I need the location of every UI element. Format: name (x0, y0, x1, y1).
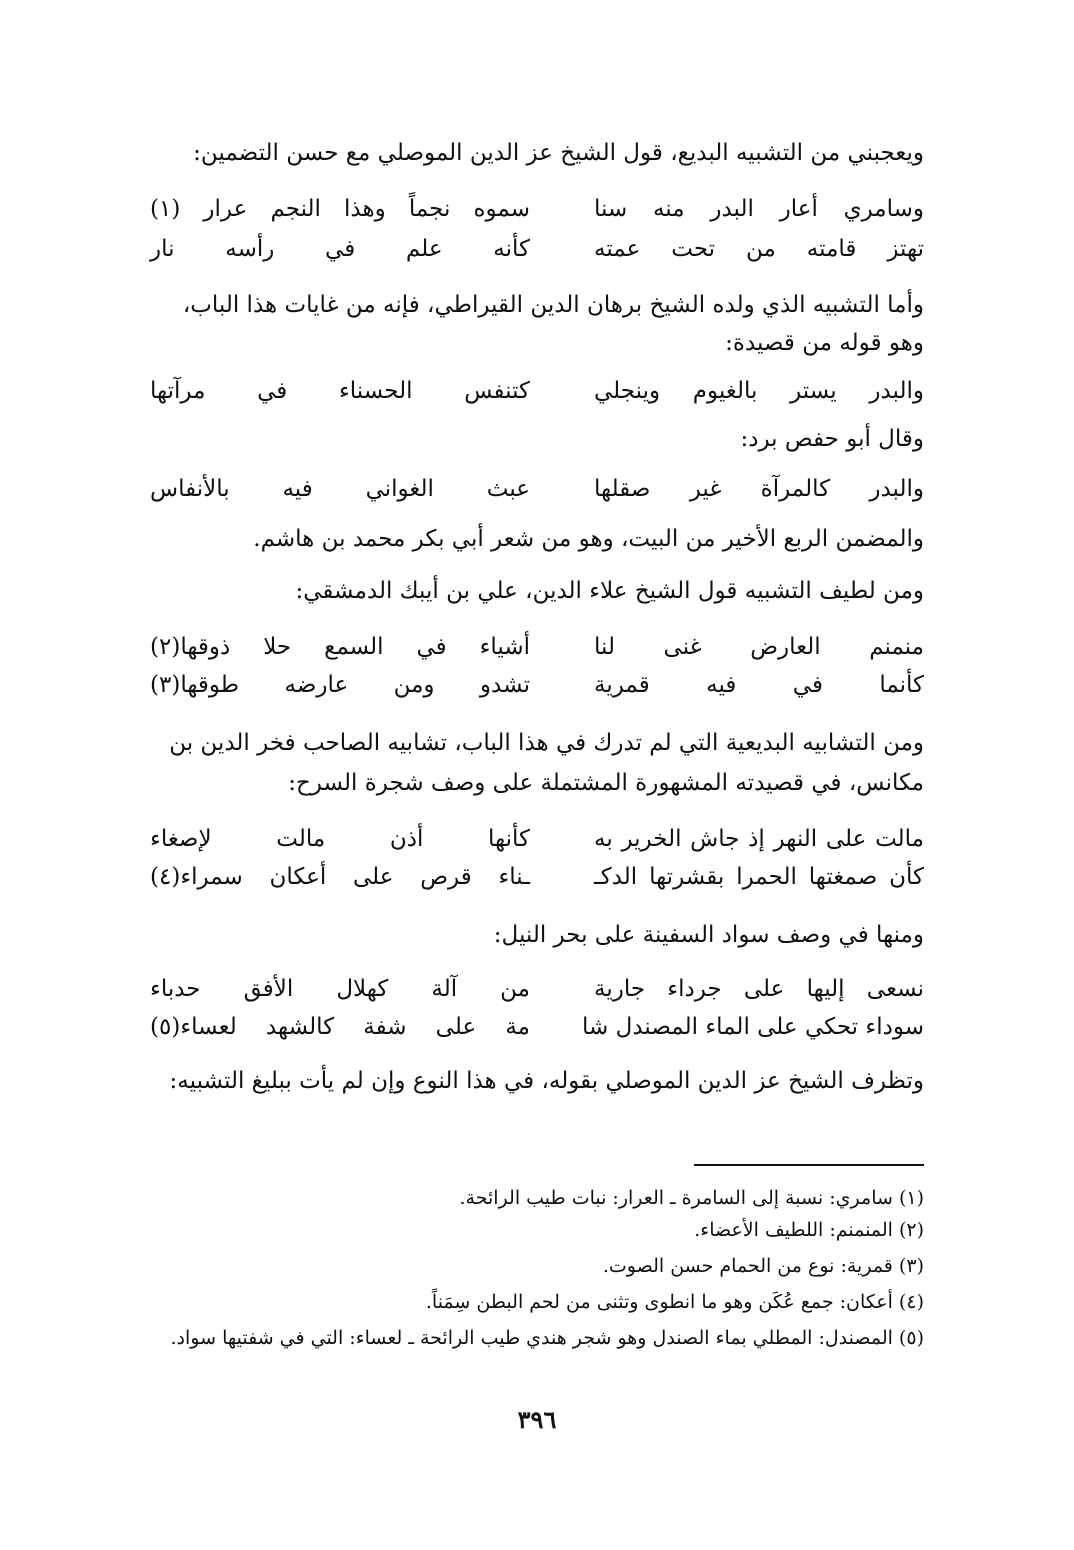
verse-second-hemistich: مة على شفة كالشهد لعساء(٥) (150, 1014, 530, 1040)
verse-first-hemistich: مالت على النهر إذ جاش الخرير به (594, 826, 924, 852)
verse-second-hemistich: سموه نجماً وهذا النجم عرار (١) (150, 196, 530, 222)
verse (150, 972, 924, 1006)
verse (150, 1010, 924, 1044)
prose-line: ويعجبني من التشبيه البديع، قول الشيخ عز الدين الموصلي مع حسن التضمين: (193, 140, 924, 166)
verse (150, 630, 924, 664)
prose-line: ومنها في وصف سواد السفينة على بحر النيل: (493, 922, 924, 948)
verse-second-hemistich: عبث الغواني فيه بالأنفاس (150, 476, 530, 502)
verse (150, 472, 924, 506)
prose-line: وهو قوله من قصيدة: (725, 330, 924, 356)
prose-line: وقال أبو حفص برد: (740, 426, 924, 452)
prose-line: ومن لطيف التشبيه قول الشيخ علاء الدين، علي بن أيبك الدمشقي: (295, 578, 924, 604)
verse-second-hemistich: أشياء في السمع حلا ذوقها(٢) (150, 634, 530, 660)
verse-first-hemistich: منمنم العارض غنى لنا (594, 634, 924, 660)
verse (150, 192, 924, 226)
prose-line: مكانس، في قصيدته المشهورة المشتملة على وصف شجرة السرح: (288, 770, 924, 796)
verse-first-hemistich: وسامري أعار البدر منه سنا (594, 196, 924, 222)
verse-first-hemistich: تهتز قامته من تحت عمته (594, 236, 924, 262)
verse-first-hemistich: والبدر كالمرآة غير صقلها (594, 476, 924, 502)
page-number: ٣٩٦ (517, 1405, 557, 1434)
verse (150, 860, 924, 894)
verse-second-hemistich: من آلة كهلال الأفق حدباء (150, 976, 530, 1002)
verse-second-hemistich: تشدو ومن عارضه طوقها(٣) (150, 672, 530, 698)
verse-first-hemistich: نسعى إليها على جرداء جارية (594, 976, 924, 1002)
verse-second-hemistich: كتنفس الحسناء في مرآتها (150, 378, 530, 404)
footnote: (٢) المنمنم: اللطيف الأعضاء. (694, 1219, 924, 1241)
footnote: (٥) المصندل: المطلي بماء الصندل وهو شجر هندي طيب الرائحة ـ لعساء: التي في شفتيها سواد. (170, 1327, 924, 1349)
footnote: (٣) قمرية: نوع من الحمام حسن الصوت. (602, 1255, 924, 1277)
prose-line: وأما التشبيه الذي ولده الشيخ برهان الدين القيراطي، فإنه من غايات هذا الباب، (182, 292, 924, 318)
verse (150, 374, 924, 408)
verse-second-hemistich: كأنه علم في رأسه نار (150, 236, 530, 262)
prose-line: والمضمن الربع الأخير من البيت، وهو من شعر أبي بكر محمد بن هاشم. (253, 526, 924, 552)
verse-first-hemistich: كأنما في فيه قمرية (594, 672, 924, 698)
verse (150, 822, 924, 856)
verse-second-hemistich: كأنها أذن مالت لإصغاء (150, 826, 530, 852)
footnote: (٤) أعكان: جمع عُكَن وهو ما انطوى وتثنى من لحم البطن سِمَناً. (425, 1291, 924, 1313)
prose-line: وتظرف الشيخ عز الدين الموصلي بقوله، في هذا النوع وإن لم يأت ببليغ التشبيه: (169, 1068, 924, 1094)
verse-first-hemistich: كأن صمغتها الحمرا بقشرتها الدكـ (594, 864, 924, 890)
footnote-separator (694, 1164, 924, 1166)
verse-second-hemistich: ـناء قرص على أعكان سمراء(٤) (150, 864, 530, 890)
verse (150, 232, 924, 266)
verse-first-hemistich: والبدر يستر بالغيوم وينجلي (594, 378, 924, 404)
verse-first-hemistich: سوداء تحكي على الماء المصندل شا (582, 1014, 924, 1040)
footnote: (١) سامري: نسبة إلى السامرة ـ العرار: نبات طيب الرائحة. (459, 1187, 924, 1209)
verse (150, 668, 924, 702)
prose-line: ومن التشابيه البديعية التي لم تدرك في هذا الباب، تشابيه الصاحب فخر الدين بن (169, 730, 924, 756)
